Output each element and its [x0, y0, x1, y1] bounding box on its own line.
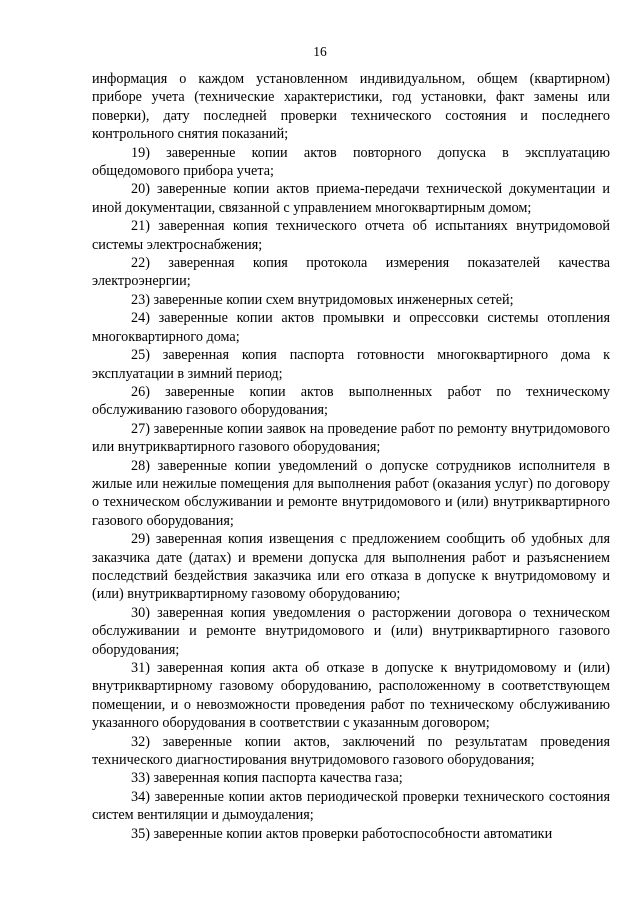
list-item-32: 32) заверенные копии актов, заключений по результатам проведения технического диагностирования внутридомового газового оборудования; — [92, 733, 610, 769]
list-item-35: 35) заверенные копии актов проверки работоспособности автоматики — [131, 825, 553, 842]
list-item-22: 22) заверенная копия протокола измерения показателей качества электроэнергии; — [92, 255, 610, 290]
list-item-27: 27) заверенные копии заявок на проведение работ по ремонту внутридомового или внутриквартирного газового оборудования; — [92, 420, 610, 456]
list-item-23: 23) заверенные копии схем внутридомовых инженерных сетей; — [131, 291, 514, 308]
list-item-26: 26) заверенные копии актов выполненных работ по техническому обслуживанию газового оборудования; — [92, 383, 610, 419]
list-item-24: 24) заверенные копии актов промывки и опрессовки системы отопления многоквартирного дома; — [92, 310, 610, 345]
list-item-19: 19) заверенные копии актов повторного допуска в эксплуатацию общедомового прибора учета; — [92, 144, 610, 180]
list-item-30: 30) заверенная копия уведомления о расторжении договора о техническом обслуживании и ремонте внутридомового и (или) внутриквартирного газового оборудования; — [92, 604, 610, 658]
list-item-28: 28) заверенные копии уведомлений о допуске сотрудников исполнителя в жилые или нежилые помещения для выполнения работ (оказания услуг) по договору о техническом обслуживании и ремонте внутридомового и (или) внутриквартирного газового оборудования; — [92, 457, 610, 529]
list-item-21: 21) заверенная копия технического отчета об испытаниях внутридомовой системы электроснабжения; — [92, 218, 610, 253]
document-body — [92, 70, 610, 843]
paragraph-continuation: информация о каждом установленном индивидуальном, общем (квартирном) приборе учета (технические характеристики, год установки, факт замены или поверки), дату последней проверки технического состояния и последнего контрольного снятия показаний; — [92, 71, 610, 143]
list-item-20: 20) заверенные копии актов приема-передачи технической документации и иной документации, связанной с управлением многоквартирным домом; — [92, 181, 610, 216]
list-item-34: 34) заверенные копии актов периодической проверки технического состояния систем вентиляции и дымоудаления; — [92, 788, 610, 824]
list-item-33: 33) заверенная копия паспорта качества газа; — [131, 770, 403, 787]
list-item-29: 29) заверенная копия извещения с предложением сообщить об удобных для заказчика дате (датах) и времени допуска для выполнения работ и разъяснением последствий бездействия заказчика или его отказа в допуске к внутридомовому и (или) внутриквартирному газовому оборудованию; — [92, 531, 610, 603]
list-item-31: 31) заверенная копия акта об отказе в допуске к внутридомовому и (или) внутриквартирному газовому оборудованию, расположенному в соответствующем помещении, и о невозможности проведения работ по техническому обслуживанию указанного оборудования в соответствии с указанным договором; — [92, 660, 610, 732]
page-number: 16 — [313, 44, 327, 59]
list-item-25: 25) заверенная копия паспорта готовности многоквартирного дома к эксплуатации в зимний период; — [92, 347, 610, 382]
